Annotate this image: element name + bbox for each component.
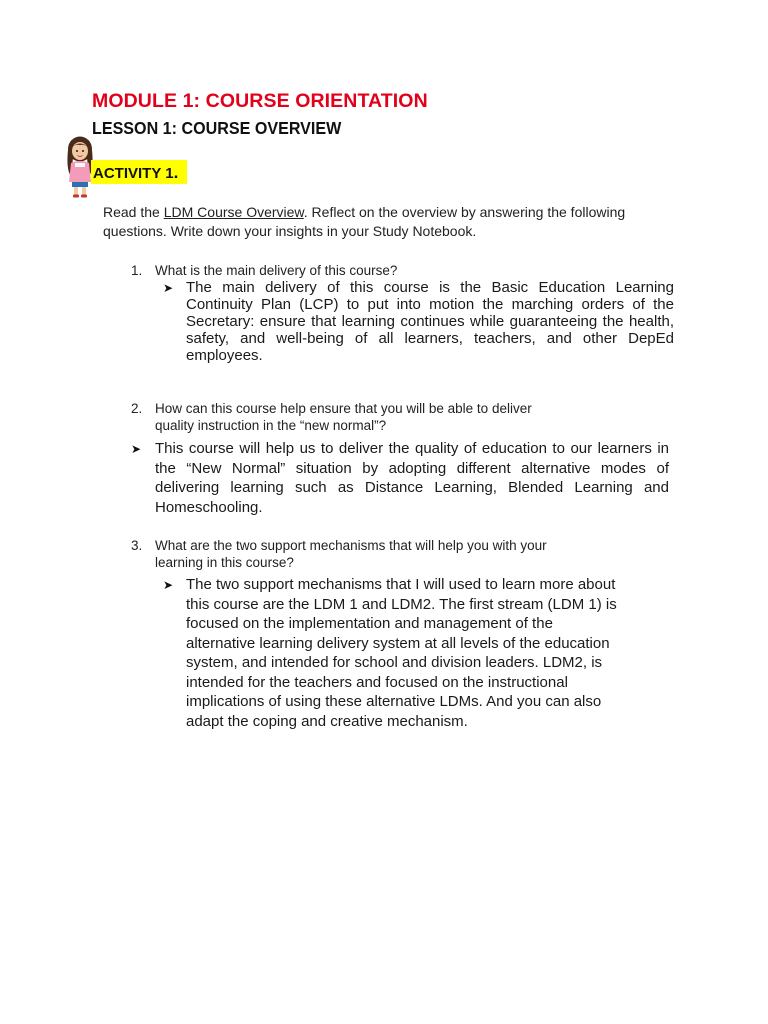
question-3 [131, 537, 691, 571]
lesson-title: LESSON 1: COURSE OVERVIEW [92, 118, 342, 138]
question-2 [131, 400, 651, 434]
arrow-bullet-icon: ➤ [163, 578, 174, 592]
answer-3: The two support mechanisms that I will used to learn more about this course are the LDM 1 and LDM2. The first stream (LDM 1) is focused on the implementation and management of the alternative learning delivery system at all levels of the education system, and intended for school and division leaders. LDM2, is intended for the teachers and focused on the instructional implications of using these alternative LDMs. And you can also adapt the coping and creative mechanism. [186, 576, 617, 730]
activity-label: ACTIVITY 1 [93, 165, 174, 182]
module-title: MODULE 1: COURSE ORIENTATION [92, 90, 428, 112]
question-text-line1: How can this course help ensure that you will be able to deliver [155, 401, 532, 416]
question-text-line1: What are the two support mechanisms that will help you with your [155, 538, 547, 553]
answer-2: This course will help us to deliver the quality of education to our learners in the “New Normal” situation by adopting different alternative modes of delivering learning such as Distance Learning, Blended Learning and Homeschooling. [155, 440, 669, 516]
intro-text-before: Read the [103, 204, 164, 220]
arrow-bullet-icon: ➤ [131, 442, 142, 456]
ldm-course-overview-link[interactable]: LDM Course Overview [163, 204, 304, 220]
arrow-bullet-icon: ➤ [163, 281, 174, 295]
intro-text-after: . Reflect on the overview by answering the following questions. Write down your insights in your Study Notebook. [103, 204, 626, 239]
intro-paragraph [103, 203, 663, 241]
question-number: 2. [131, 401, 143, 416]
question-number: 1. [131, 263, 143, 278]
question-text-line2: quality instruction in the “new normal”? [155, 418, 387, 433]
activity-suffix: . [173, 163, 179, 182]
question-number: 3. [131, 538, 143, 553]
question-text: What is the main delivery of this course? [155, 263, 398, 278]
question-text-line2: learning in this course? [155, 555, 294, 570]
question-1 [131, 262, 691, 279]
answer-1: The main delivery of this course is the Basic Education Learning Continuity Plan (LCP) to put into motion the marching orders of the Secretary: ensure that learning continues while guaranteeing the health, safety, and well-being of all learners, teachers, and other DepEd employees. [186, 279, 674, 364]
activity-heading [93, 163, 178, 183]
